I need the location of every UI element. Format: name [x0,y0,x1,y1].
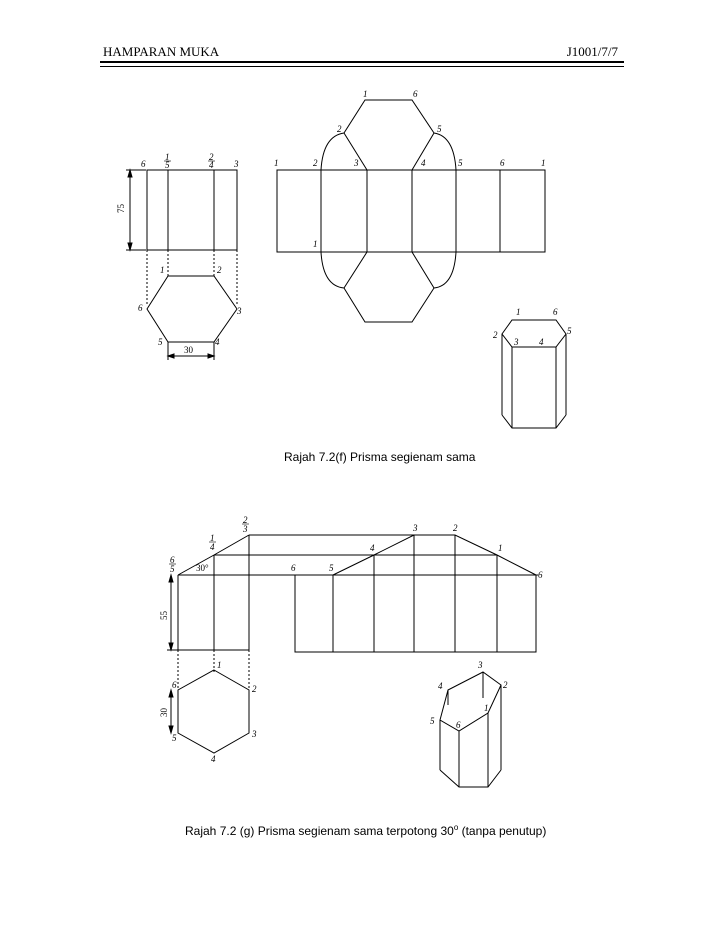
svg-text:5: 5 [158,337,163,347]
figure-g-labels [169,515,543,764]
svg-text:1: 1 [274,158,279,168]
figure-g-drawing [159,515,543,787]
svg-text:4: 4 [438,681,443,691]
svg-text:1: 1 [160,265,165,275]
svg-text:3: 3 [234,159,239,169]
svg-text:5: 5 [165,160,170,170]
svg-text:1: 1 [210,533,215,543]
figure-g-pictorial [440,672,501,787]
svg-text:1: 1 [313,239,318,249]
svg-text:4: 4 [215,337,220,347]
svg-text:5: 5 [458,158,463,168]
figure-g-height-dimension: 55 [159,611,169,620]
svg-text:5: 5 [567,326,572,336]
svg-text:6: 6 [456,720,461,730]
figure-f-labels [138,89,572,347]
svg-text:2: 2 [503,680,508,690]
figure-g-plan-hexagon [169,670,249,753]
svg-text:6: 6 [538,570,543,580]
svg-text:1: 1 [217,660,222,670]
figure-g-caption-degree: o [453,823,459,832]
svg-text:2: 2 [243,515,248,525]
svg-text:6: 6 [413,89,418,99]
svg-text:1: 1 [484,703,489,713]
svg-text:5: 5 [172,733,177,743]
svg-text:1: 1 [516,307,521,317]
svg-text:3: 3 [478,660,483,670]
figure-f-pictorial [502,320,566,428]
svg-text:6: 6 [138,303,143,313]
figure-f-side-dimension: 30 [184,345,193,355]
svg-text:6: 6 [291,563,296,573]
svg-text:6: 6 [553,307,558,317]
svg-text:5: 5 [437,124,442,134]
svg-text:5: 5 [430,716,435,726]
svg-text:6: 6 [172,680,177,690]
svg-text:3: 3 [243,524,248,534]
figure-f-caption: Rajah 7.2(f) Prisma segienam sama [284,450,476,464]
figure-f-net [277,100,545,322]
svg-text:6: 6 [141,159,146,169]
svg-text:4: 4 [370,543,375,553]
svg-text:2: 2 [453,523,458,533]
figure-g-caption-main: Rajah 7.2 (g) Prisma segienam sama terpotong 30 [185,824,454,838]
header-title: HAMPARAN MUKA [103,44,220,59]
svg-text:4: 4 [421,158,426,168]
svg-text:1: 1 [541,158,546,168]
svg-text:2: 2 [493,330,498,340]
svg-text:1: 1 [165,152,170,162]
svg-text:4: 4 [209,160,214,170]
svg-text:3: 3 [354,158,359,168]
figure-f-height-dimension: 75 [116,204,126,213]
svg-text:2: 2 [217,265,222,275]
svg-text:2: 2 [252,684,257,694]
svg-text:2: 2 [337,124,342,134]
svg-text:6: 6 [500,158,505,168]
figure-g-caption [185,823,546,838]
svg-text:1: 1 [363,89,368,99]
figure-g-side-dimension: 30 [159,708,169,717]
svg-text:3: 3 [237,306,242,316]
svg-text:1: 1 [498,543,503,553]
svg-text:2: 2 [313,158,318,168]
svg-text:3: 3 [514,337,519,347]
svg-text:2: 2 [209,152,214,162]
svg-text:4: 4 [539,337,544,347]
svg-text:5: 5 [170,564,175,574]
svg-text:5: 5 [329,563,334,573]
figure-f-drawing [116,89,572,428]
header-code: J1001/7/7 [566,44,618,59]
svg-text:3: 3 [413,523,418,533]
svg-text:3: 3 [252,729,257,739]
svg-text:6: 6 [170,555,175,565]
svg-text:4: 4 [211,754,216,764]
svg-text:4: 4 [210,542,215,552]
figure-g-angle-label: 30° [196,563,209,573]
figure-g-caption-tail: (tanpa penutup) [458,824,547,838]
